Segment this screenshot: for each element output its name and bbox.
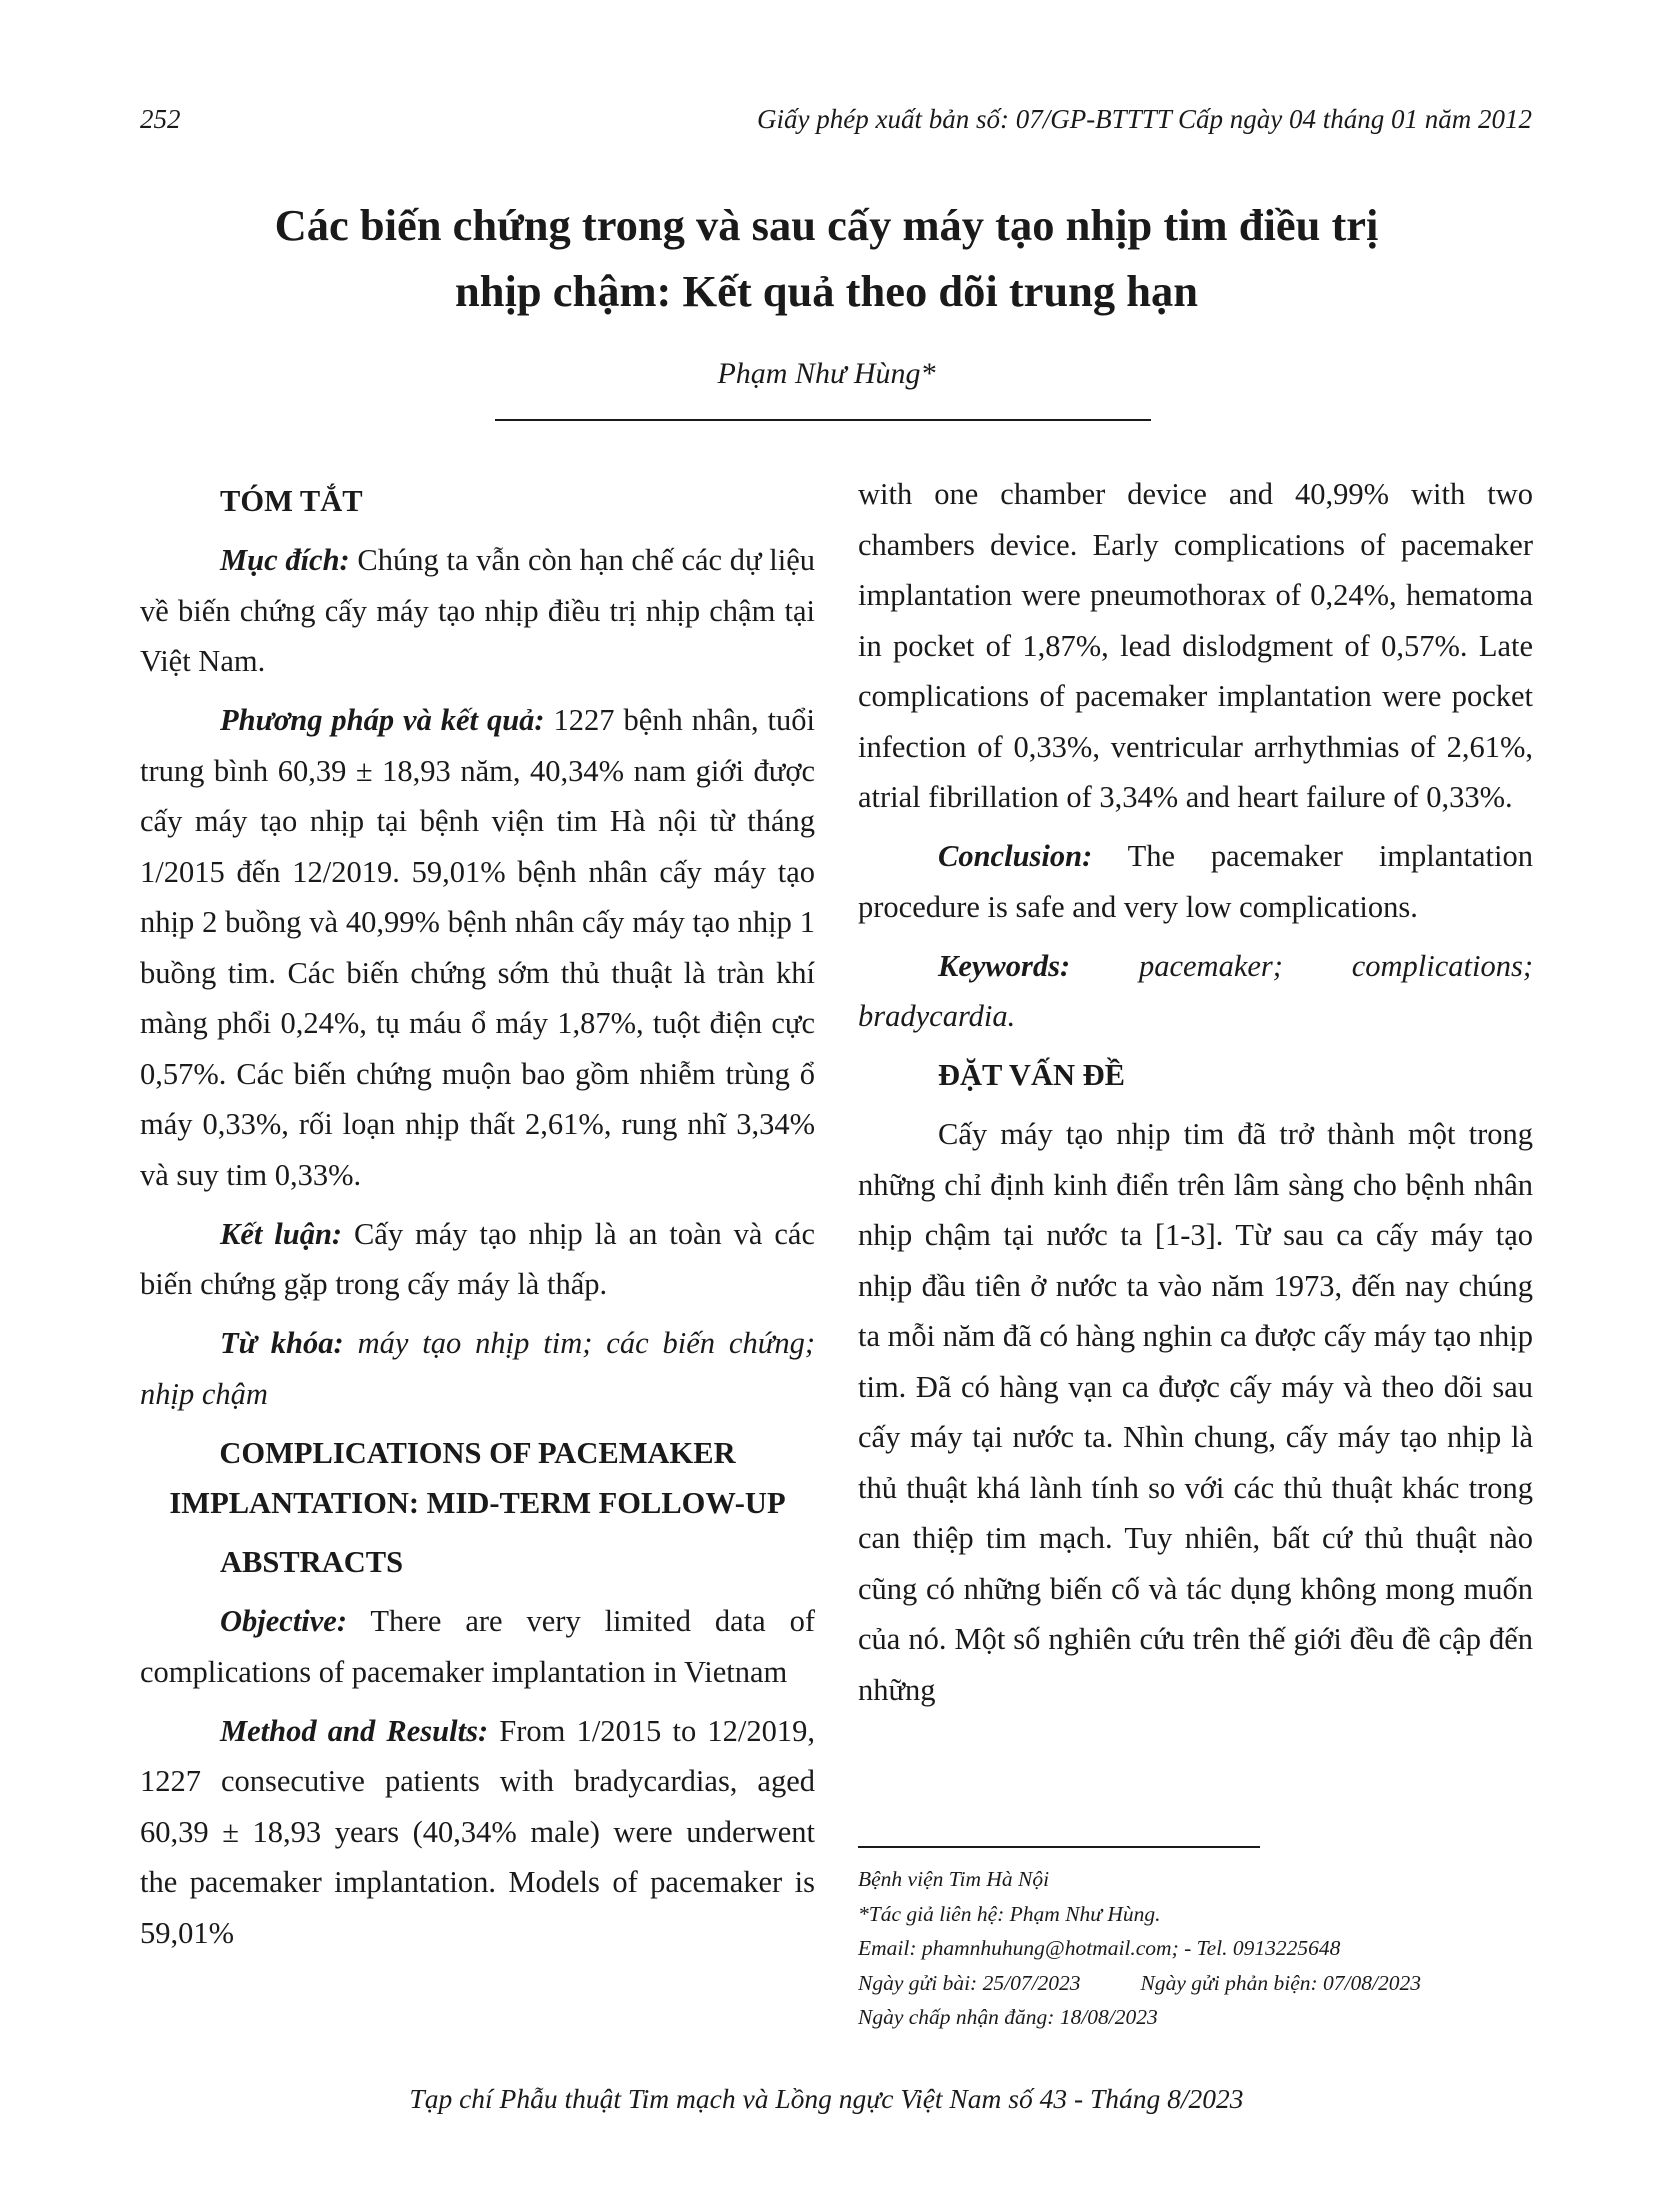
- conclusion-label: Conclusion:: [938, 839, 1093, 873]
- footnote-submitted-date: Ngày gửi bài: 25/07/2023: [858, 1970, 1081, 1995]
- muc-dich-paragraph: [140, 535, 815, 687]
- tu-khoa-text: máy tạo nhịp tim; các biến chứng; nhịp chậm: [140, 1326, 815, 1411]
- footnote-contact: Email: phamnhuhung@hotmail.com; - Tel. 0913225648: [858, 1936, 1341, 1961]
- objective-text: There are very limited data of complications of pacemaker implantation in Vietnam: [140, 1604, 815, 1689]
- abstracts-heading: ABSTRACTS: [220, 1545, 404, 1579]
- title-divider: [495, 419, 1151, 421]
- objective-label: Objective:: [220, 1604, 348, 1638]
- tu-khoa-label: Từ khóa:: [220, 1326, 344, 1360]
- article-title-line-2: nhịp chậm: Kết quả theo dõi trung hạn: [454, 266, 1199, 316]
- phuong-phap-text: 1227 bệnh nhân, tuổi trung bình 60,39 ± 18,93 năm, 40,34% nam giới được cấy máy tạo nhịp tại bệnh viện tim Hà nội từ tháng 1/2015 đến 12/2019. 59,01% bệnh nhân cấy máy tạo nhịp 2 buồng và 40,99% bệnh nhân cấy máy tạo nhịp 1 buồng tim. Các biến chứng sớm thủ thuật là tràn khí màng phổi 0,24%, tụ máu ổ máy 1,87%, tuột điện cực 0,57%. Các biến chứng muộn bao gồm nhiễm trùng ổ máy 0,33%, rối loạn nhịp thất 2,61%, rung nhĩ 3,34% và suy tim 0,33%.: [140, 703, 815, 1192]
- page-number: 252: [140, 104, 181, 134]
- footnote-affiliation: Bệnh viện Tim Hà Nội: [858, 1867, 1050, 1891]
- footnote-accepted-date: Ngày chấp nhận đăng: 18/08/2023: [858, 2005, 1158, 2030]
- dat-van-de-heading: ĐẶT VẤN ĐỀ: [938, 1058, 1125, 1092]
- footnote-dates: [858, 1966, 1538, 2001]
- right-column: [858, 469, 1533, 1724]
- journal-footer: Tạp chí Phẫu thuật Tim mạch và Lồng ngực Việt Nam số 43 - Tháng 8/2023: [409, 2083, 1244, 2114]
- objective-paragraph: [140, 1596, 815, 1697]
- method-label: Method and Results:: [220, 1713, 489, 1748]
- publication-license: Giấy phép xuất bản số: 07/GP-BTTTT Cấp ngày 04 tháng 01 năm 2012: [757, 104, 1532, 134]
- english-title-line-1: COMPLICATIONS OF PACEMAKER: [219, 1435, 736, 1470]
- method-continued-paragraph: with one chamber device and 40,99% with two chambers device. Early complications of pacemaker implantation were pneumothorax of 0,24%, hematoma in pocket of 1,87%, lead dislodgment of 0,57%. Late complications of pacemaker implantation were pocket infection of 0,33%, ventricular arrhythmias of 2,61%, atrial fibrillation of 3,34% and heart failure of 0,33%.: [858, 477, 1533, 814]
- conclusion-text: The pacemaker implantation procedure is safe and very low complications.: [858, 839, 1533, 924]
- phuong-phap-label: Phương pháp và kết quả:: [220, 703, 545, 737]
- ket-luan-text: Cấy máy tạo nhịp là an toàn và các biến chứng gặp trong cấy máy là thấp.: [140, 1216, 815, 1301]
- muc-dich-text: Chúng ta vẫn còn hạn chế các dự liệu về biến chứng cấy máy tạo nhịp điều trị nhịp chậm tại Việt Nam.: [140, 543, 816, 678]
- method-paragraph: [140, 1706, 815, 1959]
- phuong-phap-paragraph: [140, 695, 815, 1200]
- footnote-divider: [858, 1846, 1260, 1848]
- ket-luan-label: Kết luận:: [220, 1216, 343, 1251]
- footnote-reviewed-date: Ngày gửi phản biện: 07/08/2023: [1140, 1970, 1422, 1995]
- keywords-text: pacemaker; complications; bradycardia.: [858, 948, 1533, 1033]
- footnote-corresponding-author: *Tác giả liên hệ: Phạm Như Hùng.: [858, 1901, 1161, 1926]
- article-title-line-1: Các biến chứng trong và sau cấy máy tạo nhịp tim điều trị: [274, 200, 1379, 250]
- article-title: [120, 192, 1533, 324]
- ket-luan-paragraph: [140, 1209, 815, 1310]
- tu-khoa-paragraph: [140, 1318, 815, 1419]
- muc-dich-label: Mục đích:: [220, 543, 350, 577]
- author-name: Phạm Như Hùng*: [717, 357, 936, 390]
- conclusion-paragraph: [858, 831, 1533, 932]
- keywords-paragraph: [858, 941, 1533, 1042]
- english-title-line-2: IMPLANTATION: MID-TERM FOLLOW-UP: [169, 1486, 786, 1520]
- left-column: [140, 476, 815, 1967]
- keywords-label: Keywords:: [938, 948, 1071, 983]
- method-text: From 1/2015 to 12/2019, 1227 consecutive patients with bradycardias, aged 60,39 ± 18,93 years (40,34% male) were underwent the pacemaker implantation. Models of pacemaker is 59,01%: [140, 1713, 816, 1950]
- dat-van-de-paragraph: Cấy máy tạo nhịp tim đã trở thành một trong những chỉ định kinh điển trên lâm sàng cho bệnh nhân nhịp chậm tại nước ta [1-3]. Từ sau ca cấy máy tạo nhịp đầu tiên ở nước ta vào năm 1973, đến nay chúng ta mỗi năm đã có hàng nghin ca được cấy máy tạo nhịp tim. Đã có hàng vạn ca được cấy máy và theo dõi sau cấy máy tại nước ta. Nhìn chung, cấy máy tạo nhịp là thủ thuật khá lành tính so với các thủ thuật khác trong can thiệp tim mạch. Tuy nhiên, bất cứ thủ thuật nào cũng có những biến cố và tác dụng không mong muốn của nó. Một số nghiên cứu trên thế giới đều đề cập đến những: [858, 1117, 1533, 1707]
- tom-tat-heading: TÓM TẮT: [220, 484, 363, 518]
- footnotes: [858, 1862, 1538, 2035]
